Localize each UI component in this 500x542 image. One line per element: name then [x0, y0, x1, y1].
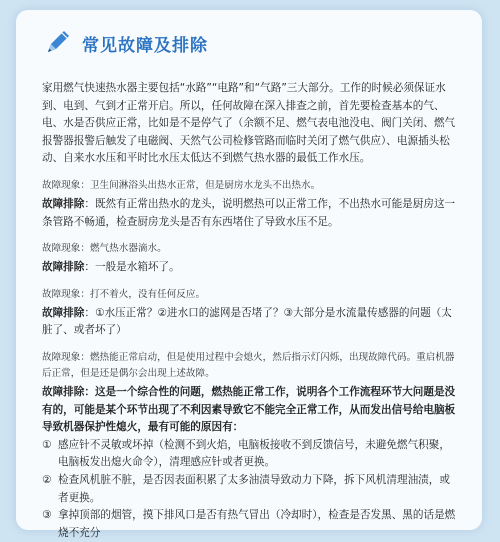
fault-solution: 故障排除：①水压正常？②进水口的滤网是否堵了？③大部分是水流量传感器的问题（太脏了、或者坏了）: [42, 306, 452, 337]
article-body: [42, 80, 456, 542]
fault-phenomenon: 故障现象：燃热能正常启动，但是使用过程中会熄火，然后指示灯闪烁，出现故障代码。重启机器后正常，但是还是偶尔会出现上述故障。: [42, 351, 455, 379]
section-header: [42, 20, 208, 66]
fault-solution: 故障排除：这是一个综合性的问题，燃热能正常工作，说明各个工作流程环节大问题是没有的，可能是某个环节出现了不利因素导致它不能完全正常工作，从而发出信号给电脑板导致机器保护性熄火，最有可能的原因有：: [42, 385, 456, 434]
fault-block-1: [42, 178, 456, 231]
fault-phenomenon: 故障现象：燃气热水器滴水。: [42, 243, 167, 255]
article-card: [16, 10, 482, 539]
intro-paragraph: 家用燃气快速热水器主要包括“水路”“电路”和“气路”三大部分。工作的时候必须保证水到、电到、气到才正常开启。所以，任何故障在深入排查之前，首先要检查基本的气、电、水是否供应正常，比如是不是停气了（余额不足、燃气表电池没电、阀门关闭、燃气报警器报警后触发了电磁阀、天然气公司检修管路而临时关闭了燃气供应）、电源插头松动、自来水水压和平时比水压太低达不到燃气热水器的最低工作水压。: [42, 82, 456, 165]
answer-label: 故障排除: [42, 261, 85, 274]
pencil-icon: [42, 28, 72, 58]
fault-phenomenon: 故障现象：卫生间淋浴头出热水正常，但是厨房水龙头不出热水。: [42, 179, 321, 191]
answer-label: 故障排除: [42, 197, 85, 210]
page-title: 常见故障及排除: [82, 35, 208, 56]
list-item: ② 检查风机脏不脏，是否因表面积累了太多油渍导致动力下降，拆下风机清理油渍，或者更换。: [42, 473, 450, 504]
list-item: ③ 拿掉顶部的烟管，摸下排风口是否有热气冒出（冷却时），检查是否发黑、黑的话是燃烧不充分: [42, 509, 456, 539]
cause-list: [42, 437, 456, 542]
answer-label: 故障排除: [42, 306, 85, 319]
fault-block-4: [42, 350, 456, 542]
answer-label: 故障排除: [42, 385, 85, 398]
fault-solution: 故障排除：一般是水箱坏了。: [42, 261, 180, 274]
fault-solution: 故障排除：既然有正常出热水的龙头，说明燃热可以正常工作，不出热水可能是厨房这一条管路不畅通，检查厨房龙头是否有东西堵住了导致水压不足。: [42, 197, 456, 228]
fault-phenomenon: 故障现象：打不着火，没有任何反应。: [42, 288, 206, 300]
fault-block-3: [42, 287, 456, 340]
fault-block-2: [42, 241, 456, 277]
list-item: ① 感应针不灵敏或坏掉（检测不到火焰，电脑板接收不到反馈信号，未避免燃气积聚，电脑板发出熄火命令），清理感应针或者更换。: [42, 438, 450, 469]
